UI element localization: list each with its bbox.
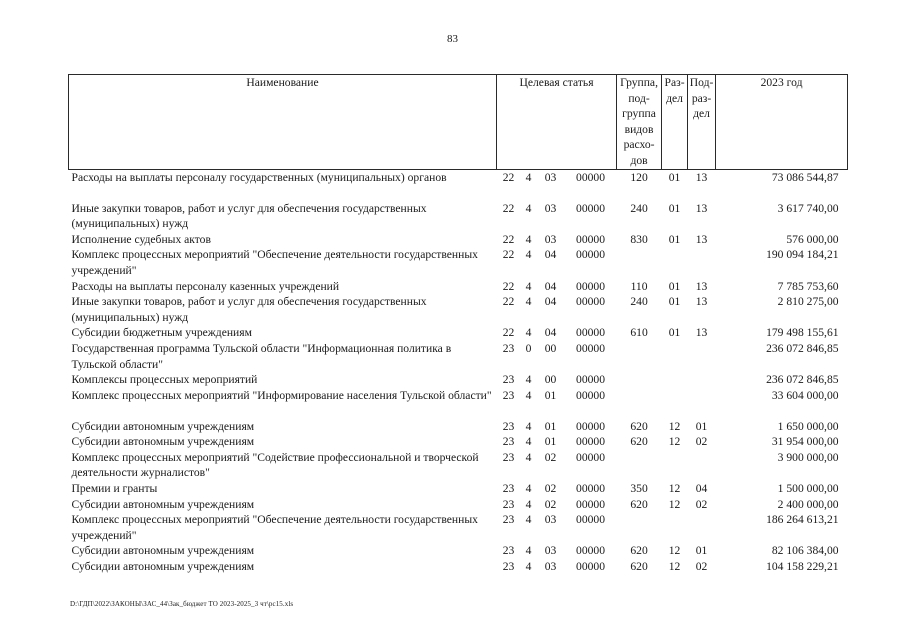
table-row [69, 450, 848, 481]
cell-c1: 23 [502, 560, 515, 574]
cell-c1: 22 [502, 170, 515, 184]
cell-c3: 02 [544, 497, 557, 511]
cell-prz: 13 [695, 326, 708, 340]
cell-prz: 13 [695, 279, 708, 293]
cell-c4: 00000 [576, 201, 606, 215]
cell-prz [688, 247, 716, 278]
cell-c4: 00000 [576, 497, 606, 511]
cell-c4: 00000 [576, 513, 606, 527]
cell-c3: 01 [544, 435, 557, 449]
cell-amount: 2 810 275,00 [777, 295, 839, 309]
cell-c3: 03 [544, 201, 557, 215]
header-subsection [688, 75, 716, 170]
cell-prz [688, 341, 716, 372]
cell-prz [688, 450, 716, 481]
budget-table-container [68, 74, 847, 575]
cell-grp: 240 [630, 295, 648, 309]
cell-c1: 23 [502, 482, 515, 496]
cell-amount: 2 400 000,00 [777, 497, 839, 511]
cell-grp: 620 [630, 419, 648, 433]
cell-c2: 4 [525, 326, 532, 340]
table-row [69, 341, 848, 372]
cell-grp: 110 [630, 279, 648, 293]
cell-name: Расходы на выплаты персоналу государственных (муниципальных) органов [71, 170, 447, 184]
cell-amount: 3 617 740,00 [777, 201, 839, 215]
cell-grp [617, 450, 662, 481]
cell-c1: 22 [502, 201, 515, 215]
cell-c2: 4 [525, 435, 532, 449]
header-name: Наименование [69, 75, 497, 170]
table-row [69, 169, 848, 201]
table-row [69, 481, 848, 497]
cell-name: Расходы на выплаты персоналу казенных учреждений [71, 279, 340, 293]
cell-prz: 04 [695, 482, 708, 496]
cell-amount: 73 086 544,87 [771, 170, 839, 184]
cell-c3: 01 [544, 419, 557, 433]
cell-amount: 33 604 000,00 [771, 388, 839, 402]
cell-c2: 4 [525, 388, 532, 402]
cell-c3: 02 [544, 482, 557, 496]
cell-grp: 240 [630, 201, 648, 215]
cell-c2: 4 [525, 373, 532, 387]
cell-c3: 04 [544, 279, 557, 293]
budget-table [68, 74, 848, 575]
cell-prz: 13 [695, 201, 708, 215]
cell-amount: 236 072 846,85 [766, 373, 839, 387]
header-group [617, 75, 662, 170]
header-section [662, 75, 688, 170]
cell-amount: 3 900 000,00 [777, 450, 839, 464]
header-year: 2023 год [716, 75, 848, 170]
header-section-text: Раз- дел [664, 76, 685, 105]
cell-c4: 00000 [576, 373, 606, 387]
cell-grp [617, 372, 662, 388]
table-row [69, 294, 848, 325]
cell-amount: 576 000,00 [786, 232, 839, 246]
cell-c4: 00000 [576, 419, 606, 433]
header-subsection-text: Под- раз- дел [689, 76, 714, 121]
cell-c2: 4 [525, 232, 532, 246]
cell-rz: 12 [668, 435, 681, 449]
cell-prz [688, 372, 716, 388]
cell-name: Государственная программа Тульской области "Информационная политика в Тульской области" [71, 341, 452, 371]
cell-c4: 00000 [576, 279, 606, 293]
table-row [69, 388, 848, 419]
cell-prz: 01 [695, 419, 708, 433]
cell-amount: 82 106 384,00 [771, 544, 839, 558]
cell-rz: 12 [668, 482, 681, 496]
cell-prz [688, 388, 716, 419]
cell-c1: 23 [502, 341, 515, 355]
cell-amount: 1 500 000,00 [777, 482, 839, 496]
cell-grp: 350 [630, 482, 648, 496]
cell-c3: 04 [544, 326, 557, 340]
cell-c3: 01 [544, 388, 557, 402]
cell-c2: 4 [525, 544, 532, 558]
cell-rz [662, 372, 688, 388]
cell-name: Комплекс процессных мероприятий "Обеспечение деятельности государственных учреждений" [71, 513, 478, 542]
cell-prz: 02 [695, 435, 708, 449]
cell-rz: 12 [668, 497, 681, 511]
cell-amount: 186 264 613,21 [766, 513, 839, 527]
cell-c4: 00000 [576, 560, 606, 574]
cell-c1: 23 [502, 435, 515, 449]
cell-rz: 12 [668, 544, 681, 558]
cell-c4: 00000 [576, 326, 606, 340]
table-row [69, 543, 848, 559]
cell-name: Субсидии автономным учреждениям [71, 497, 255, 511]
cell-name: Иные закупки товаров, работ и услуг для обеспечения государственных (муниципальных) нужд [71, 201, 427, 231]
cell-name: Субсидии автономным учреждениям [71, 419, 255, 433]
cell-c3: 00 [544, 373, 557, 387]
cell-rz [662, 247, 688, 278]
cell-name: Субсидии бюджетным учреждениям [71, 326, 252, 340]
cell-prz: 13 [695, 232, 708, 246]
cell-grp: 610 [630, 326, 648, 340]
cell-amount: 104 158 229,21 [766, 560, 839, 574]
header-group-text: Группа, под- группа видов расхо- дов [620, 76, 658, 167]
cell-amount: 190 094 184,21 [766, 248, 839, 262]
table-row [69, 512, 848, 543]
cell-amount: 179 498 155,61 [766, 326, 839, 340]
cell-name: Иные закупки товаров, работ и услуг для обеспечения государственных (муниципальных) нужд [71, 295, 427, 324]
cell-grp [617, 512, 662, 543]
table-row [69, 279, 848, 295]
cell-grp: 120 [630, 170, 648, 184]
cell-c2: 4 [525, 295, 532, 309]
cell-c1: 22 [502, 295, 515, 309]
cell-c3: 00 [544, 341, 557, 355]
cell-c1: 22 [502, 326, 515, 340]
cell-c2: 0 [525, 341, 532, 355]
cell-rz [662, 388, 688, 419]
cell-c1: 22 [502, 279, 515, 293]
cell-c2: 4 [525, 170, 532, 184]
table-row [69, 434, 848, 450]
cell-c4: 00000 [576, 450, 606, 464]
cell-prz: 13 [695, 295, 708, 309]
cell-c3: 03 [544, 232, 557, 246]
cell-grp: 620 [630, 560, 648, 574]
cell-grp: 830 [630, 232, 648, 246]
cell-name: Субсидии автономным учреждениям [71, 435, 255, 449]
cell-name: Комплекс процессных мероприятий "Содействие профессиональной и творческой деятельности журналистов" [71, 450, 479, 480]
cell-c2: 4 [525, 482, 532, 496]
cell-rz: 01 [668, 279, 681, 293]
cell-prz [688, 512, 716, 543]
cell-rz: 12 [668, 419, 681, 433]
cell-rz: 12 [668, 560, 681, 574]
cell-name: Премии и гранты [71, 482, 158, 496]
cell-c1: 23 [502, 419, 515, 433]
cell-c4: 00000 [576, 232, 606, 246]
cell-grp: 620 [630, 497, 648, 511]
cell-name: Субсидии автономным учреждениям [71, 544, 255, 558]
cell-rz: 01 [668, 232, 681, 246]
cell-grp: 620 [630, 435, 648, 449]
cell-rz [662, 341, 688, 372]
cell-rz [662, 450, 688, 481]
cell-name: Комплекс процессных мероприятий "Обеспечение деятельности государственных учреждений" [71, 248, 478, 277]
cell-c2: 4 [525, 279, 532, 293]
table-row [69, 325, 848, 341]
cell-grp: 620 [630, 544, 648, 558]
cell-c4: 00000 [576, 341, 606, 355]
cell-c2: 4 [525, 497, 532, 511]
cell-c1: 22 [502, 248, 515, 262]
header-target: Целевая статья [497, 75, 617, 170]
table-body [69, 169, 848, 575]
cell-c4: 00000 [576, 482, 606, 496]
cell-c2: 4 [525, 450, 532, 464]
cell-prz: 02 [695, 560, 708, 574]
cell-grp [617, 247, 662, 278]
cell-c4: 00000 [576, 170, 606, 184]
cell-prz: 01 [695, 544, 708, 558]
cell-c2: 4 [525, 419, 532, 433]
table-row [69, 559, 848, 575]
cell-name: Исполнение судебных актов [71, 232, 211, 246]
cell-c3: 02 [544, 450, 557, 464]
table-row [69, 201, 848, 232]
table-row [69, 247, 848, 278]
cell-rz [662, 512, 688, 543]
cell-c3: 03 [544, 544, 557, 558]
cell-amount: 236 072 846,85 [766, 341, 839, 355]
cell-prz: 13 [695, 170, 708, 184]
cell-c2: 4 [525, 560, 532, 574]
cell-c1: 23 [502, 388, 515, 402]
cell-c4: 00000 [576, 388, 606, 402]
cell-c3: 03 [544, 170, 557, 184]
cell-amount: 1 650 000,00 [777, 419, 839, 433]
cell-name: Комплексы процессных мероприятий [71, 373, 258, 387]
cell-c4: 00000 [576, 544, 606, 558]
cell-name: Комплекс процессных мероприятий "Информирование населения Тульской области" [71, 388, 492, 402]
cell-c4: 00000 [576, 295, 606, 309]
file-path-footer: D:\ГДП\2022\ЗАКОНЫ\ЗАС_44\Зак_бюджет ТО 2023-2025_3 чт\рс15.xls [70, 600, 294, 608]
cell-grp [617, 341, 662, 372]
cell-amount: 7 785 753,60 [777, 279, 839, 293]
table-header-row [69, 75, 848, 170]
table-row [69, 232, 848, 248]
cell-c1: 23 [502, 513, 515, 527]
cell-rz: 01 [668, 326, 681, 340]
cell-c3: 04 [544, 295, 557, 309]
cell-c1: 22 [502, 232, 515, 246]
cell-rz: 01 [668, 201, 681, 215]
table-row [69, 497, 848, 513]
cell-c1: 23 [502, 544, 515, 558]
cell-c3: 03 [544, 513, 557, 527]
cell-name: Субсидии автономным учреждениям [71, 560, 255, 574]
page-number: 83 [447, 33, 458, 45]
cell-c3: 03 [544, 560, 557, 574]
cell-c2: 4 [525, 513, 532, 527]
cell-c4: 00000 [576, 248, 606, 262]
cell-c1: 23 [502, 497, 515, 511]
table-row [69, 419, 848, 435]
cell-rz: 01 [668, 295, 681, 309]
cell-c2: 4 [525, 201, 532, 215]
cell-rz: 01 [668, 170, 681, 184]
table-row [69, 372, 848, 388]
cell-prz: 02 [695, 497, 708, 511]
cell-c2: 4 [525, 248, 532, 262]
cell-grp [617, 388, 662, 419]
cell-c4: 00000 [576, 435, 606, 449]
cell-c1: 23 [502, 373, 515, 387]
cell-c3: 04 [544, 248, 557, 262]
cell-c1: 23 [502, 450, 515, 464]
cell-amount: 31 954 000,00 [771, 435, 839, 449]
